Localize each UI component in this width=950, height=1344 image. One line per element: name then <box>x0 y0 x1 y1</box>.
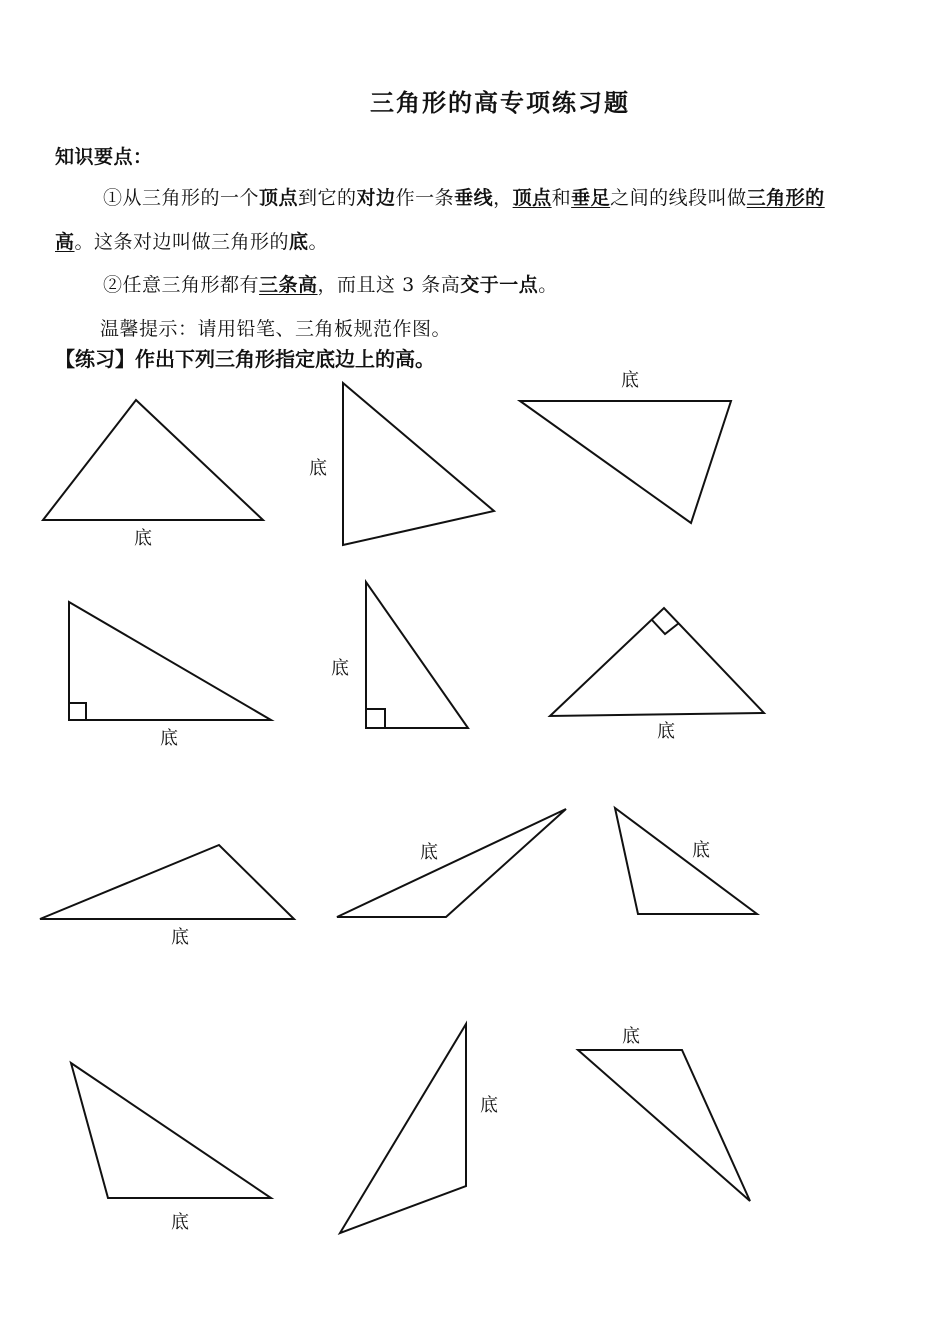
triangle-11 <box>340 1024 498 1233</box>
base-label: 底 <box>622 1026 640 1047</box>
page-title: 三角形的高专项练习题 <box>370 88 630 117</box>
triangle-10 <box>71 1063 271 1233</box>
right-angle-mark <box>69 703 86 720</box>
drawing-tip: 温馨提示：请用铅笔、三角板规范作图。 <box>100 318 452 340</box>
knowledge-point-1-line-1: ①从三角形的一个顶点到它的对边作一条垂线，顶点和垂足之间的线段叫做三角形的 <box>103 187 825 209</box>
knowledge-point-2: ②任意三角形都有三条高，而且这 3 条高交于一点。 <box>103 274 558 296</box>
base-label: 底 <box>331 658 349 679</box>
right-angle-mark <box>652 620 679 634</box>
exercise-instruction: 【练习】作出下列三角形指定底边上的高。 <box>55 347 435 371</box>
triangle-2 <box>309 383 494 545</box>
triangle-8 <box>337 809 566 917</box>
base-label: 底 <box>309 458 327 479</box>
base-label: 底 <box>134 528 152 549</box>
triangle-12 <box>578 1026 750 1201</box>
triangle-4 <box>69 602 271 749</box>
base-label: 底 <box>160 728 178 749</box>
knowledge-heading: 知识要点： <box>55 146 153 168</box>
triangle-7 <box>40 845 294 948</box>
base-label: 底 <box>171 927 189 948</box>
base-label: 底 <box>657 721 675 742</box>
triangle-9 <box>615 808 757 914</box>
triangle-1 <box>43 400 263 549</box>
triangle-5 <box>331 582 468 728</box>
base-label: 底 <box>420 842 438 863</box>
base-label: 底 <box>171 1212 189 1233</box>
base-label: 底 <box>621 370 639 391</box>
knowledge-point-1-line-2: 高。这条对边叫做三角形的底。 <box>55 231 329 253</box>
right-angle-mark <box>366 709 385 728</box>
triangle-6 <box>550 608 764 742</box>
base-label: 底 <box>480 1095 498 1116</box>
triangle-3 <box>520 370 731 523</box>
base-label: 底 <box>692 840 710 861</box>
